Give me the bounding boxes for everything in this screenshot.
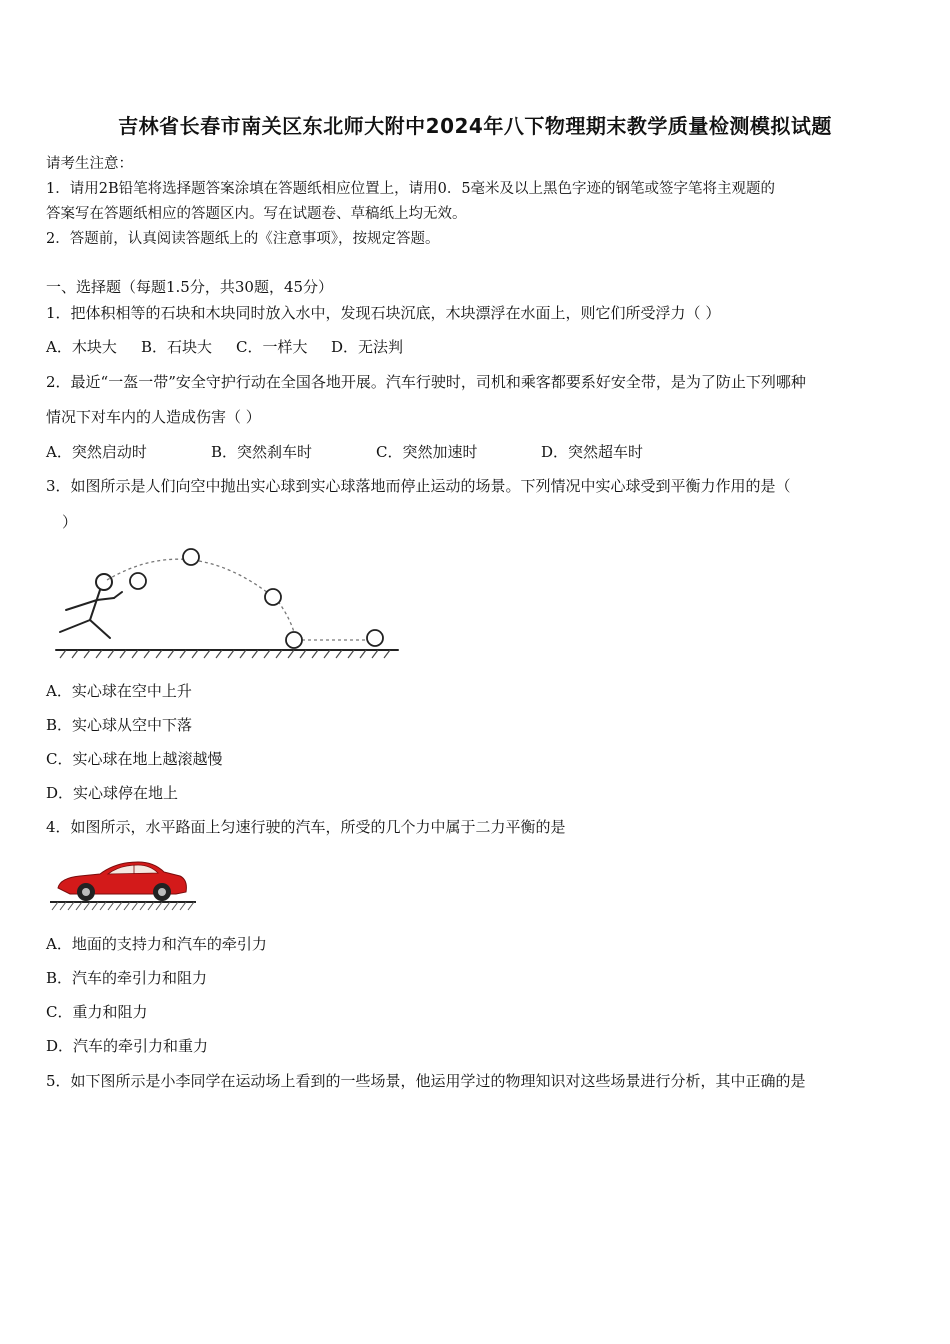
question-5-stem: 5．如下图所示是小李同学在运动场上看到的一些场景，他运用学过的物理知识对这些场景进行分析，其中正确的是 bbox=[46, 1072, 806, 1090]
question-4-option-b: B．汽车的牵引力和阻力 bbox=[46, 969, 208, 987]
question-3-option-b: B．实心球从空中下落 bbox=[46, 716, 193, 734]
question-2-stem-line-1: 2．最近“一盔一带”安全守护行动在全国各地开展。汽车行驶时，司机和乘客都要系好安全带，是为了防止下列哪种 bbox=[46, 373, 806, 391]
option-d: D．突然超车时 bbox=[541, 443, 644, 461]
option-a: A．突然启动时 bbox=[46, 443, 147, 461]
question-4-stem: 4．如图所示，水平路面上匀速行驶的汽车，所受的几个力中属于二力平衡的是 bbox=[46, 818, 566, 836]
ball-throw-figure bbox=[52, 540, 402, 665]
question-3-option-d: D．实心球停在地上 bbox=[46, 784, 179, 802]
question-3-option-a: A．实心球在空中上升 bbox=[46, 682, 192, 700]
option-b: B．石块大 bbox=[141, 338, 213, 356]
option-d: D．无法判 bbox=[331, 338, 404, 356]
question-3-stem-line-1: 3．如图所示是人们向空中抛出实心球到实心球落地而停止运动的场景。下列情况中实心球受到平衡力作用的是（ bbox=[46, 477, 791, 495]
car-figure bbox=[50, 852, 198, 914]
option-a: A．木块大 bbox=[46, 338, 117, 356]
question-2-options bbox=[46, 441, 643, 462]
question-1-options bbox=[46, 336, 403, 357]
question-3-stem-line-2: ） bbox=[62, 513, 78, 531]
ball-positions bbox=[130, 549, 383, 648]
option-c: C．一样大 bbox=[236, 338, 308, 356]
question-4-option-d: D．汽车的牵引力和重力 bbox=[46, 1037, 209, 1055]
thrower-figure bbox=[60, 574, 122, 638]
question-3-option-c: C．实心球在地上越滚越慢 bbox=[46, 750, 223, 768]
question-1-stem: 1．把体积相等的石块和木块同时放入水中，发现石块沉底，木块漂浮在水面上，则它们所受浮力（ ） bbox=[46, 304, 721, 322]
option-c: C．突然加速时 bbox=[376, 443, 478, 461]
option-b: B．突然刹车时 bbox=[211, 443, 313, 461]
notice-item-1-line-1: 1．请用2B铅笔将选择题答案涂填在答题纸相应位置上，请用0．5毫米及以上黑色字迹的钢笔或签字笔将主观题的 bbox=[46, 181, 776, 197]
question-2-stem-line-2: 情况下对车内的人造成伤害（ ） bbox=[46, 408, 261, 426]
page-title: 吉林省长春市南关区东北师大附中2024年八下物理期末教学质量检测模拟试题 bbox=[118, 114, 832, 138]
question-4-option-c: C．重力和阻力 bbox=[46, 1003, 148, 1021]
notice-item-1-line-2: 答案写在答题纸相应的答题区内。写在试题卷、草稿纸上均无效。 bbox=[46, 206, 467, 222]
section-heading: 一、选择题（每题1.5分，共30题，45分） bbox=[46, 278, 334, 296]
question-4-option-a: A．地面的支持力和汽车的牵引力 bbox=[46, 935, 267, 953]
notice-item-2: 2．答题前，认真阅读答题纸上的《注意事项》，按规定答题。 bbox=[46, 231, 440, 247]
notice-heading: 请考生注意： bbox=[46, 156, 133, 172]
